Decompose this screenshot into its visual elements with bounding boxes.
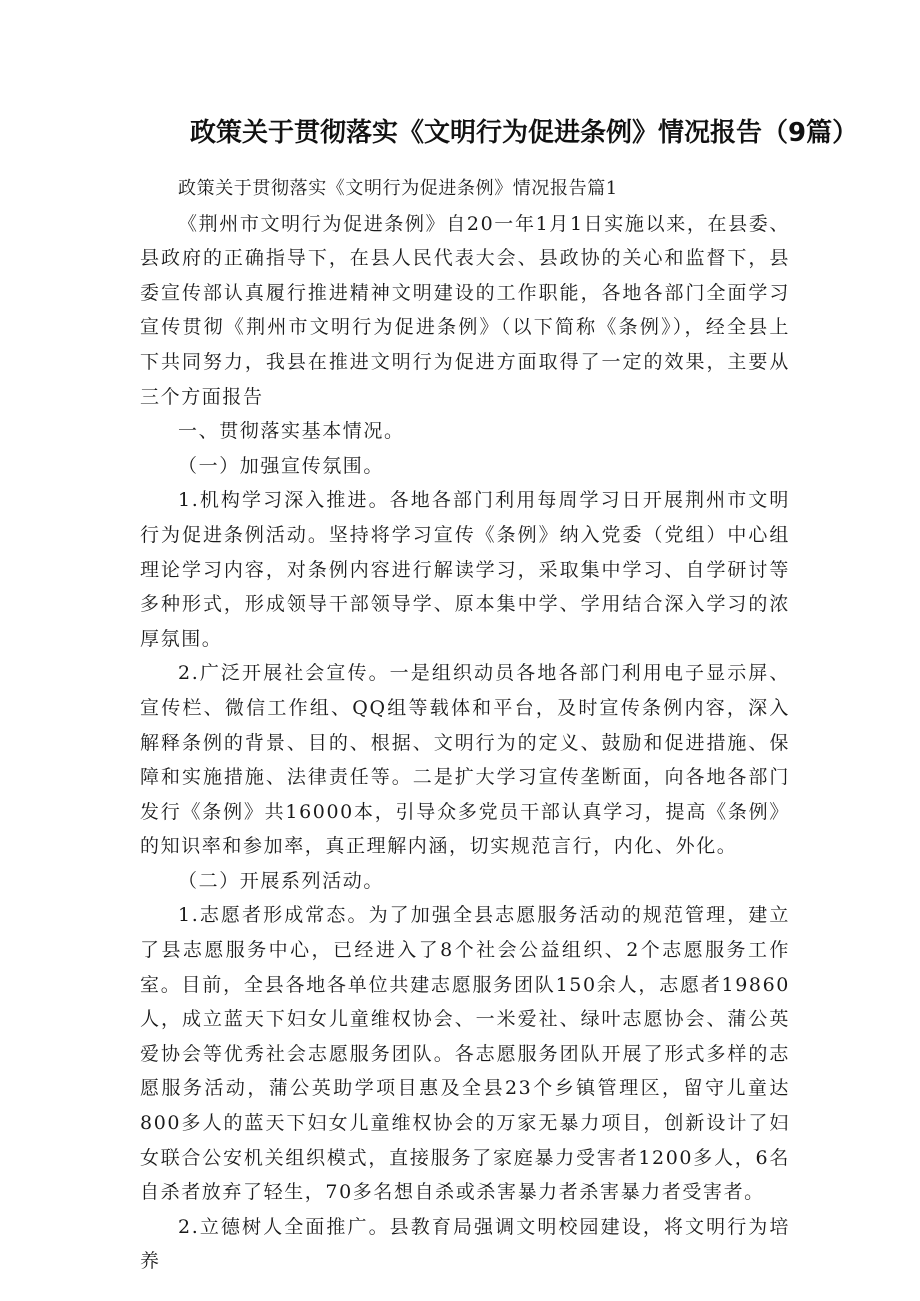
document-title: 政策关于贯彻落实《文明行为促进条例》情况报告（9篇）	[190, 118, 859, 148]
heading-1: 一、贯彻落实基本情况。	[178, 420, 405, 443]
item-1-1-1: 1.机构学习深入推进。各地各部门利用每周学习日开展荆州市文明行为促进条例活动。坚持将学习宣传《条例》纳入党委（党组）中心组理论学习内容，对条例内容进行解读学习，采取集中学习、自学研讨等多种形式，形成领导干部领导学、原本集中学、学用结合深入学习的浓厚氛围。	[140, 489, 790, 650]
section-subtitle: 政策关于贯彻落实《文明行为促进条例》情况报告篇1	[178, 178, 618, 199]
item-1-2-1: 1.志愿者形成常态。为了加强全县志愿服务活动的规范管理，建立了县志愿服务中心，已经进入了8个社会公益组织、2个志愿服务工作室。目前，全县各地各单位共建志愿服务团队150余人，志愿者19860人，成立蓝天下妇女儿童维权协会、一米爱社、绿叶志愿协会、蒲公英爱协会等优秀社会志愿服务团队。各志愿服务团队开展了形式多样的志愿服务活动，蒲公英助学项目惠及全县23个乡镇管理区，留守儿童达800多人的蓝天下妇女儿童维权协会的万家无暴力项目，创新设计了妇女联合公安机关组织模式，直接服务了家庭暴力受害者1200多人，6名自杀者放弃了轻生，70多名想自杀或杀害暴力者杀害暴力者受害者。	[140, 904, 790, 1204]
intro-paragraph: 《荆州市文明行为促进条例》自20一年1月1日实施以来，在县委、县政府的正确指导下，在县人民代表大会、县政协的关心和监督下，县委宣传部认真履行推进精神文明建设的工作职能，各地各部门全面学习宣传贯彻《荆州市文明行为促进条例》（以下简称《条例》），经全县上下共同努力，我县在推进文明行为促进方面取得了一定的效果，主要从三个方面报告	[140, 212, 790, 408]
document-body	[140, 172, 790, 1279]
heading-1-1: （一）加强宣传氛围。	[178, 454, 385, 477]
heading-1-2: （二）开展系列活动。	[178, 869, 385, 892]
item-1-2-2: 2.立德树人全面推广。县教育局强调文明校园建设，将文明行为培养	[140, 1215, 790, 1273]
item-1-1-2: 2.广泛开展社会宣传。一是组织动员各地各部门利用电子显示屏、宣传栏、微信工作组、QQ组等载体和平台，及时宣传条例内容，深入解释条例的背景、目的、根据、文明行为的定义、鼓励和促进措施、保障和实施措施、法律责任等。二是扩大学习宣传垄断面，向各地各部门发行《条例》共16000本，引导众多党员干部认真学习，提高《条例》的知识率和参加率，真正理解内涵，切实规范言行，内化、外化。	[140, 662, 790, 858]
